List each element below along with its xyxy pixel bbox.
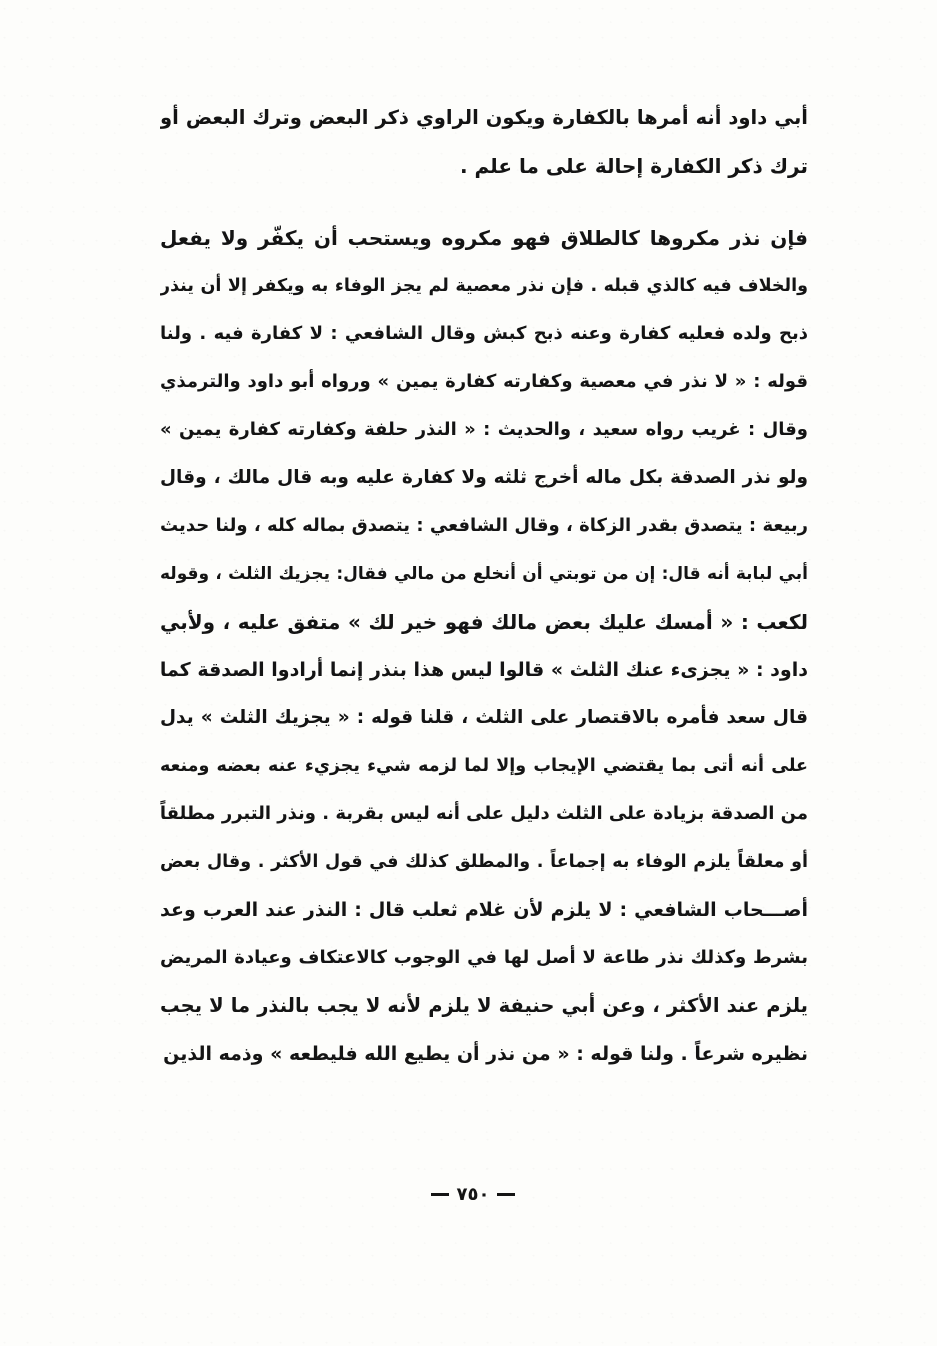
text-line: بشرط وكذلك نذر طاعة لا أصل لها في الوجوب كالاعتكاف وعيادة المريض [160,947,808,968]
text-line: أو معلقاً يلزم الوفاء به إجماعاً . والمطلق كذلك في قول الأكثر . وقال بعض [160,852,808,872]
text-line: لكعب : « أمسك عليك بعض مالك فهو خير لك » متفق عليه ، ولأبي [160,610,808,634]
text-line: ذبح ولده فعليه كفارة وعنه ذبح كبش وقال الشافعي : لا كفارة فيه . ولنا [160,323,808,344]
text-line: فإن نذر مكروها كالطلاق فهو مكروه ويستحب أن يكفّر ولا يفعل [160,226,808,250]
page-number-footer [418,1176,528,1212]
text-line: على أنه أتى بما يقتضي الإيجاب وإلا لما لزمه شيء يجزيء عنه بعضه ومنعه [160,756,808,776]
text-line: من الصدقة بزيادة على الثلث دليل على أنه ليس بقربة . ونذر التبرر مطلقاً [160,803,808,824]
text-line: نظيره شرعاً . ولنا قوله : « من نذر أن يطيع الله فليطعه » وذمه الذين [163,1043,808,1065]
text-line: أبي داود أنه أمرها بالكفارة ويكون الراوي ذكر البعض وترك البعض أو [160,106,808,129]
text-line: ولو نذر الصدقة بكل ماله أخرج ثلثه ولا كفارة عليه وبه قال مالك ، وقال [160,467,808,488]
text-line: والخلاف فيه كالذي قبله . فإن نذر معصية لم يجز الوفاء به ويكفر إلا أن ينذر [160,276,808,296]
text-line: داود : « يجزىء عنك الثلث » قالوا ليس هذا بنذر إنما أرادوا الصدقة كما [160,659,808,681]
text-line: وقال : غريب رواه سعيد ، والحديث : « النذر حلفة وكفارته كفارة يمين » [160,419,808,440]
text-line: ربيعة : يتصدق بقدر الزكاة ، وقال الشافعي : يتصدق بماله كله ، ولنا حديث [160,515,808,536]
text-line: قال سعد فأمره بالاقتصار على الثلث ، قلنا قوله : « يجزيك الثلث » يدل [160,707,808,728]
dash-right-decoration [431,1193,449,1196]
dash-left-decoration [497,1193,515,1196]
text-line: أبي لبابة أنه قال: إن من توبتي أن أنخلع من مالي فقال: يجزيك الثلث ، وقوله [160,564,808,584]
text-line: قوله : « لا نذر في معصية وكفارته كفارة يمين » ورواه أبو داود والترمذي [160,371,808,392]
text-line: ترك ذكر الكفارة إحالة على ما علم . [459,154,808,178]
text-line: يلزم عند الأكثر ، وعن أبي حنيفة لا يلزم لأنه لا يجب بالنذر ما لا يجب [160,994,808,1017]
text-line: أصـــحاب الشافعي : لا يلزم لأن غلام ثعلب قال : النذر عند العرب وعد [160,899,808,921]
paragraph-1 [160,94,808,190]
paragraph-2 [160,214,808,1078]
page-number: ٧٥٠ [456,1183,490,1205]
